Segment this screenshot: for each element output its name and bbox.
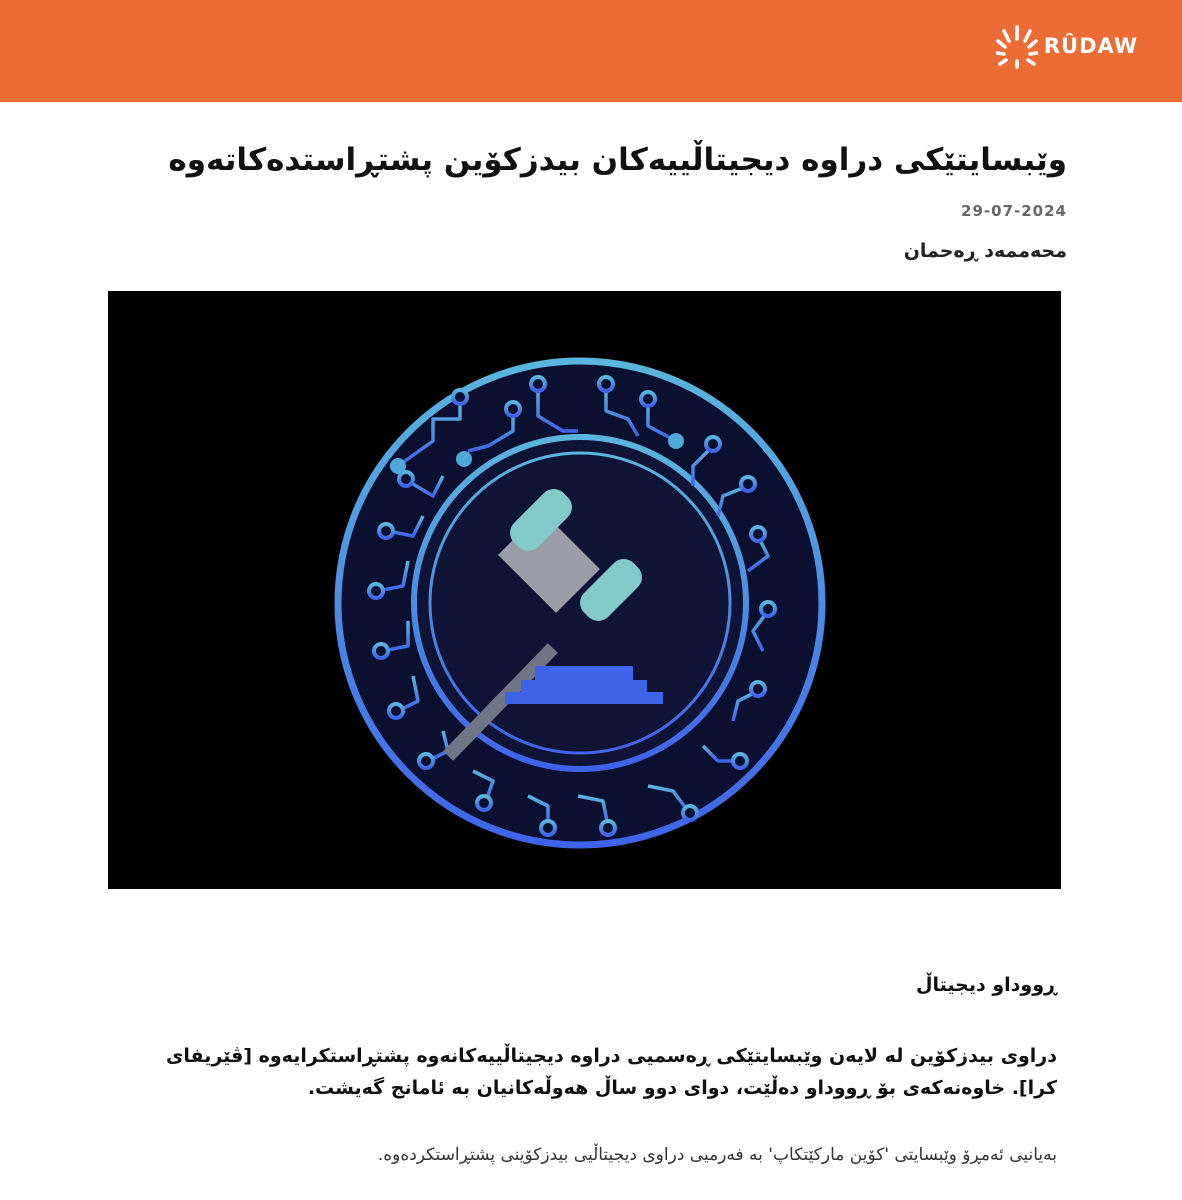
author-name[interactable]: محەممەد ڕەحمان — [903, 240, 1067, 262]
publish-date: 29-07-2024 — [961, 202, 1067, 220]
body-paragraph: بەیانیی ئەمڕۆ وێبسایتی 'کۆین مارکێتکاپ' بە فەرمیی دراوی دیجیتاڵیی بیدزکۆینی پشتڕاستکردەوە. — [377, 1145, 1057, 1165]
sun-rays-icon — [996, 23, 1038, 69]
lead-paragraph: دراوی بیدزکۆین لە لایەن وێبسایتێکی ڕەسمیی دراوە دیجیتاڵییەکانەوە پشتڕاستکرایەوە [ڤێریفای کرا]. خاوەنەکەی بۆ ڕووداو دەڵێت، دوای دوو ساڵ هەوڵەکانیان بە ئامانج گەیشت. — [165, 1045, 1057, 1099]
gavel-circuit-icon — [108, 291, 1061, 889]
section-label[interactable]: ڕووداو دیجیتاڵ — [916, 974, 1057, 996]
rudaw-logo[interactable] — [996, 16, 1138, 76]
brand-name: RÛDAW — [1043, 34, 1138, 58]
hero-image — [108, 291, 1061, 889]
article-title: وێبسایتێکی دراوە دیجیتاڵییەکان بیدزکۆین پشتڕاستدەکاتەوە — [168, 142, 1067, 178]
top-header-bar — [0, 0, 1182, 102]
